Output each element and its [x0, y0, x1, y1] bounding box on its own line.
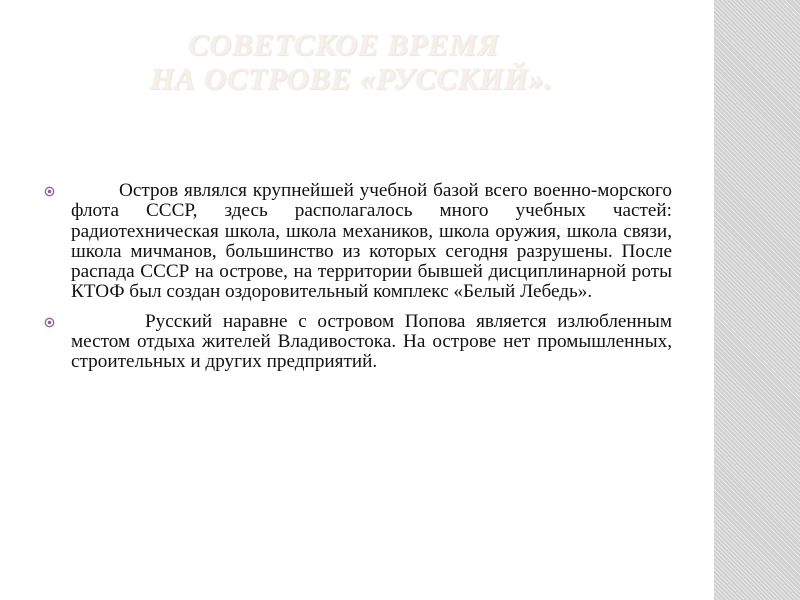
list-item [44, 312, 672, 373]
paragraph-text: Остров являлся крупнейшей учебной базой всего военно-морского флота СССР, здесь располагалось много учебных частей: радиотехническая школа, школа механиков, школа оружия, школа связи, школа мичманов, большинство из которых сегодня разрушены. После распада СССР на острове, на территории бывшей дисциплинарной роты КТОФ был создан оздоровительный комплекс «Белый Лебедь». [71, 180, 672, 303]
decorative-side-bar [714, 0, 800, 600]
paragraph-text: Русский наравне с островом Попова является излюбленным местом отдыха жителей Владивостока. На острове нет промышленных, строительных и других предприятий. [71, 310, 672, 373]
list-item [44, 181, 672, 303]
slide-title [150, 28, 670, 96]
title-line-2: НА ОСТРОВЕ «РУССКИЙ». [150, 61, 553, 96]
circle-bullet-icon [44, 317, 55, 328]
circle-bullet-icon [44, 186, 55, 197]
slide-body [44, 181, 672, 382]
title-line-1: СОВЕТСКОЕ ВРЕМЯ [188, 27, 500, 62]
